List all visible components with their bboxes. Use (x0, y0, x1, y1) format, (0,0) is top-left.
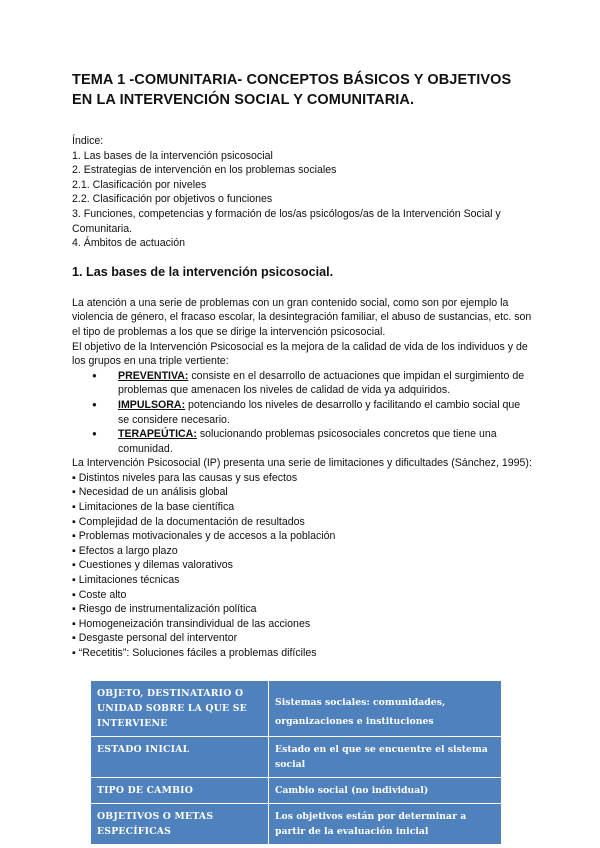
table-cell-value: Cambio social (no individual) (269, 778, 502, 804)
table-cell-value: Los objetivos están por determinar a partir de la evaluación inicial (269, 804, 502, 845)
limitations-list (72, 471, 534, 661)
index (72, 134, 534, 251)
bullet-term: TERAPEÚTICA: (118, 428, 197, 441)
index-item: 2. Estrategias de intervención en los problemas sociales (72, 164, 337, 177)
index-heading: Índice: (72, 135, 104, 147)
index-item: 2.2. Clasificación por objetivos o funciones (72, 193, 273, 206)
list-item: ▪ Limitaciones de la base científica (72, 501, 235, 514)
bullet-text: consiste en el desarrollo de actuaciones que impidan el surgimiento de problemas que amenacen los niveles de calidad de vida ya adquiridos. (118, 369, 525, 397)
paragraph: El objetivo de la Intervención Psicosocial es la mejora de la calidad de vida de los individuos y de los grupos en una triple vertiente: (72, 340, 528, 368)
section-body (72, 296, 534, 661)
bullet-text: potenciando los niveles de desarrollo y facilitando el cambio social que se considere necesario. (118, 398, 521, 426)
table-cell-label: ESTADO INICIAL (91, 737, 269, 778)
table-cell-label: OBJETIVOS O METAS ESPECÍFICAS (91, 804, 269, 845)
list-item: ▪ Distintos niveles para las causas y sus efectos (72, 471, 298, 484)
list-item: ▪ Complejidad de la documentación de resultados (72, 515, 305, 528)
paragraph: La Intervención Psicosocial (IP) presenta una serie de limitaciones y dificultades (Sánchez, 1995): (72, 457, 532, 470)
table-row (91, 681, 502, 737)
table-row (91, 804, 502, 845)
list-item (106, 369, 534, 398)
index-item: 4. Ámbitos de actuación (72, 237, 186, 250)
document-title: TEMA 1 -COMUNITARIA- CONCEPTOS BÁSICOS Y OBJETIVOS EN LA INTERVENCIÓN SOCIAL Y COMUNITARIA. (72, 72, 512, 108)
list-item: ▪ Limitaciones técnicas (72, 574, 180, 587)
paragraph: La atención a una serie de problemas con un gran contenido social, como son por ejemplo la violencia de género, el fracaso escolar, la desintegración familiar, el abuso de sustancias, etc. son el tipo de problemas a los que se dirige la intervención psicosocial. (72, 296, 532, 338)
index-item: 3. Funciones, competencias y formación de los/as psicólogos/as de la Intervención Social y Comunitaria. (72, 207, 501, 235)
list-item: ▪ Efectos a largo plazo (72, 544, 178, 557)
table-cell-line: organizaciones e instituciones (275, 716, 434, 727)
list-item: ▪ Coste alto (72, 588, 127, 601)
table-cell-label: OBJETO, DESTINATARIO O UNIDAD SOBRE LA QUE SE INTERVIENE (91, 681, 269, 737)
table-cell-value (269, 681, 502, 737)
list-item: ▪ Necesidad de un análisis global (72, 486, 228, 499)
bullet-term: PREVENTIVA: (118, 369, 189, 382)
table-cell-line: Sistemas sociales: comunidades, (275, 697, 446, 708)
bullet-text: solucionando problemas psicosociales concretos que tiene una comunidad. (118, 428, 497, 455)
bullet-term: IMPULSORA: (118, 398, 186, 411)
intervention-table (90, 680, 502, 845)
table-cell-label: TIPO DE CAMBIO (91, 778, 269, 804)
list-item: ▪ Desgaste personal del interventor (72, 632, 238, 645)
index-item: 2.1. Clasificación por niveles (72, 178, 207, 191)
list-item (106, 427, 534, 456)
table-cell-value: Estado en el que se encuentre el sistema social (269, 737, 502, 778)
list-item: ▪ “Recetitis”: Soluciones fáciles a problemas difíciles (72, 647, 317, 659)
list-item: ▪ Homogeneización transindividual de las acciones (72, 617, 311, 630)
list-item: ▪ Problemas motivacionales y de accesos a la población (72, 530, 336, 543)
bullet-list (72, 369, 534, 457)
list-item: ▪ Riesgo de instrumentalización política (72, 603, 257, 616)
section-heading: 1. Las bases de la intervención psicosocial. (72, 264, 334, 279)
list-item (106, 398, 534, 427)
table-row (91, 737, 502, 778)
index-item: 1. Las bases de la intervención psicosocial (72, 149, 273, 162)
document-page (72, 70, 534, 661)
list-item: ▪ Cuestiones y dilemas valorativos (72, 559, 233, 572)
table-row (91, 778, 502, 804)
